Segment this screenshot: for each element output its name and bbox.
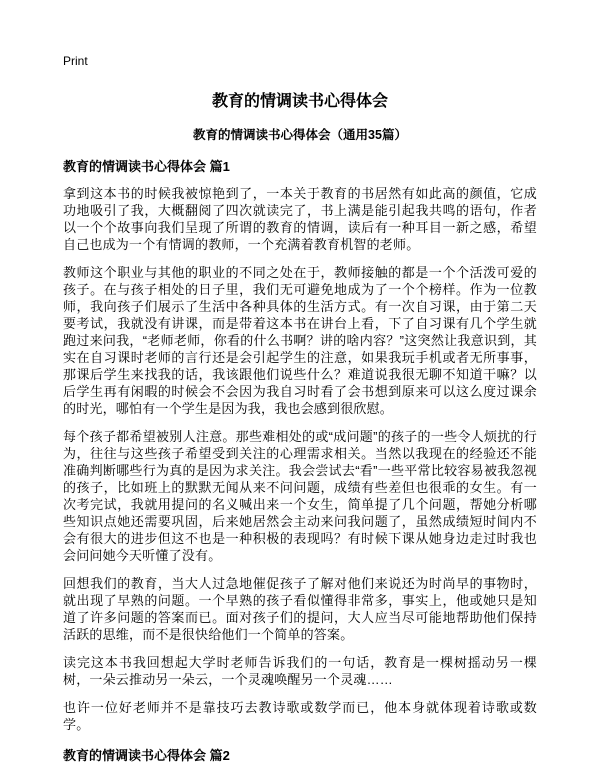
paragraph-4: 回想我们的教育，当大人过急地催促孩子了解对他们来说还为时尚早的事物时，就出现了早熟的问题。一个早熟的孩子看似懂得非常多，事实上，他或她只是知道了许多问题的答案而已。面对孩子们的提问，大人应当尽可能地帮助他们保持活跃的思维，而不是很快给他们一个简单的答案。 [63,576,537,642]
print-button[interactable]: Print [63,54,88,68]
paragraph-3: 每个孩子都希望被别人注意。那些难相处的或“成问题”的孩子的一些令人烦扰的行为，往往与这些孩子希望受到关注的心理需求相关。当然以我现在的经验还不能准确判断哪些行为真的是因为求关注。我会尝试去“看”一些平常比较容易被我忽视的孩子，比如班上的默默无闻从来不问问题，成绩有些差但也很乖的女生。有一次考完试，我就用提问的名义喊出来一个女生，简单提了几个问题，帮她分析哪些知识点她还需要巩固，后来她居然会主动来问我问题了，虽然成绩短时间内不会有很大的进步但这不也是一种积极的表现吗？有时候下课从她身边走过时我也会问问她今天听懂了没有。 [63,429,537,563]
document-title: 教育的情调读书心得体会 [211,93,388,110]
document-subtitle: 教育的情调读书心得体会（通用35篇） [193,128,407,142]
paragraph-5: 读完这本书我回想起大学时老师告诉我们的一句话，教育是一棵树摇动另一棵树，一朵云推动另一朵云，一个灵魂唤醒另一个灵魂…… [63,655,537,687]
section-heading-1: 教育的情调读书心得体会 篇1 [63,159,230,174]
paragraph-1: 拿到这本书的时候我被惊艳到了，一本关于教育的书居然有如此高的颜值，它成功地吸引了我，大概翻阅了四次就读完了，书上满是能引起我共鸣的语句，作者以一个个故事向我们呈现了所谓的教育的情调，读后有一种耳目一新之感，希望自己也成为一个有情调的教师，一个充满着教育机智的老师。 [63,186,537,252]
paragraph-6: 也许一位好老师并不是靠技巧去教诗歌或数学而已，他本身就体现着诗歌或数学。 [63,700,537,732]
section-heading-2: 教育的情调读书心得体会 篇2 [63,748,230,763]
paragraph-2: 教师这个职业与其他的职业的不同之处在于，教师接触的都是一个个活泼可爱的孩子。在与孩子相处的日子里，我们无可避免地成为了一个个榜样。作为一位教师，我向孩子们展示了生活中各种具体的生活方式。有一次自习课，由于第二天要考试，我就没有讲课，而是带着这本书在讲台上看，下了自习课有几个学生就跑过来问我，“老师老师，你看的什么书啊？讲的啥内容？”这突然让我意识到，其实在自习课时老师的言行还是会引起学生的注意，如果我玩手机或者无所事事，那课后学生来找我的话，我该跟他们说些什么？难道说我很无聊不知道干嘛？以后学生再有闲暇的时候会不会因为我自习时看了会书想到原来可以这么度过课余的时光，哪怕有一个学生是因为我，我也会感到很欣慰。 [63,265,537,416]
